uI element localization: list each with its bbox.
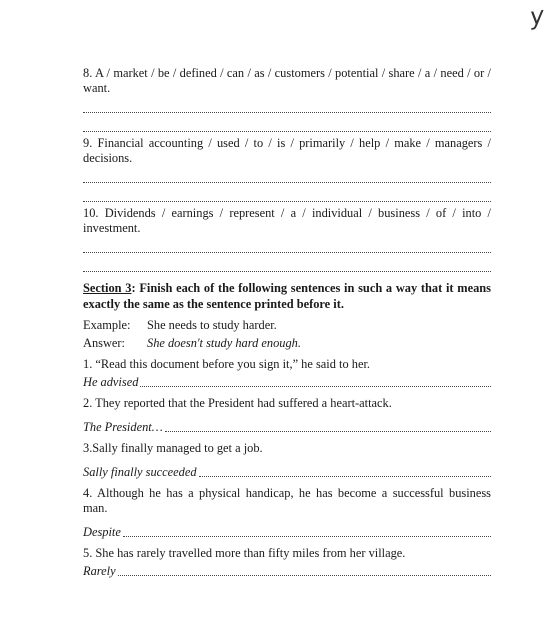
rewrite-item-2 (83, 396, 491, 435)
sentence-starter: He advised (83, 375, 139, 389)
question-8-text: 8. A / market / be / defined / can / as / customers / potential / share / a / need / or / want. (83, 66, 491, 95)
answer-line[interactable] (83, 419, 491, 435)
rewrite-item-5 (83, 546, 491, 579)
answer-label: Answer: (83, 336, 125, 350)
answer-line[interactable] (83, 166, 491, 183)
handwritten-corner-mark: y (528, 1, 547, 31)
answer-line[interactable] (83, 187, 491, 202)
answer-line[interactable] (83, 96, 491, 113)
item-prompt: 2. They reported that the President had suffered a heart-attack. (83, 396, 392, 410)
question-8 (83, 66, 491, 132)
answer-text: She doesn't study hard enough. (147, 336, 301, 350)
example-label: Example: (83, 318, 131, 332)
question-10 (83, 206, 491, 272)
worksheet-page (83, 66, 491, 579)
example-row (83, 318, 491, 333)
sentence-starter: Rarely (83, 564, 116, 578)
rewrite-item-1 (83, 357, 491, 390)
rewrite-item-4 (83, 486, 491, 540)
fill-dots (199, 476, 491, 477)
fill-dots (123, 536, 491, 537)
section-3-label: Section 3 (83, 281, 132, 295)
fill-dots (140, 386, 491, 387)
rewrite-item-3 (83, 441, 491, 480)
item-prompt: 1. “Read this document before you sign it,” he said to her. (83, 357, 370, 371)
example-text: She needs to study harder. (147, 318, 277, 332)
sentence-starter: Sally finally succeeded (83, 465, 197, 479)
answer-line[interactable] (83, 257, 491, 272)
answer-line[interactable] (83, 563, 491, 579)
section-3-instructions: : Finish each of the following sentences in such a way that it means exactly the same as the sentence printed before it. (83, 281, 491, 311)
answer-line[interactable] (83, 464, 491, 480)
answer-line[interactable] (83, 117, 491, 132)
item-prompt: 4. Although he has a physical handicap, he has become a successful business man. (83, 486, 491, 515)
question-9-text: 9. Financial accounting / used / to / is / primarily / help / make / managers / decisions. (83, 136, 491, 165)
sentence-starter: The President… (83, 420, 163, 434)
item-prompt: 5. She has rarely travelled more than fifty miles from her village. (83, 546, 406, 560)
section-3-heading (83, 280, 491, 312)
question-10-text: 10. Dividends / earnings / represent / a / individual / business / of / into / investment. (83, 206, 491, 235)
fill-dots (165, 431, 491, 432)
fill-dots (118, 575, 491, 576)
answer-line[interactable] (83, 374, 491, 390)
sentence-starter: Despite (83, 525, 121, 539)
answer-row (83, 336, 491, 351)
question-9 (83, 136, 491, 202)
answer-line[interactable] (83, 236, 491, 253)
item-prompt: 3.Sally finally managed to get a job. (83, 441, 263, 455)
answer-line[interactable] (83, 524, 491, 540)
